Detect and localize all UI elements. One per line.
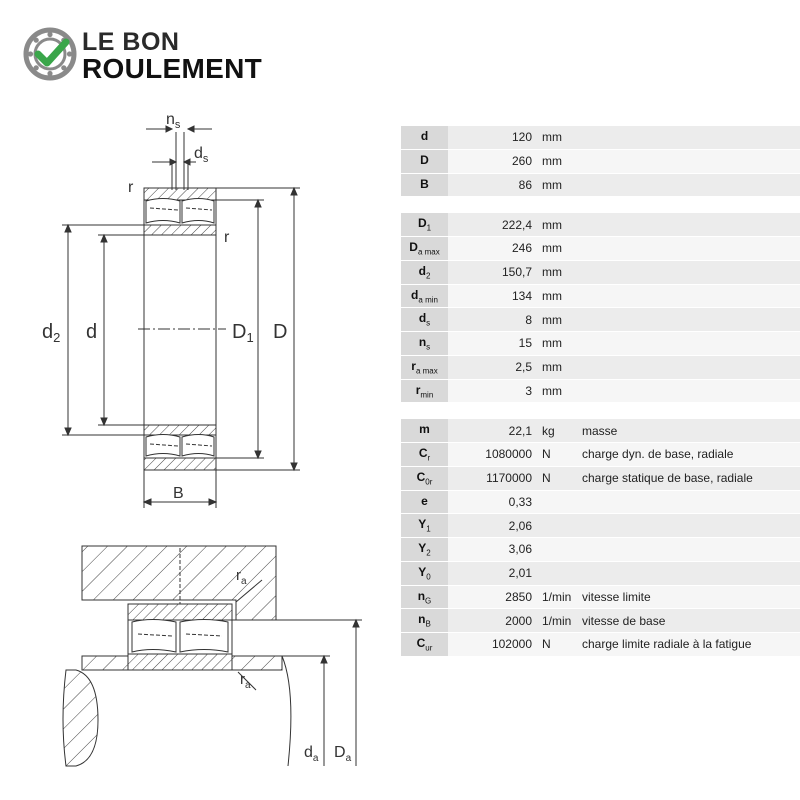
spec-value: 86 xyxy=(448,173,538,197)
label-D1: $D_1$ xyxy=(232,321,254,345)
spec-row xyxy=(401,466,800,490)
spec-symbol: d xyxy=(401,126,448,149)
spec-row xyxy=(401,237,800,261)
spec-unit: 1/min xyxy=(538,609,576,633)
spec-symbol: $Y_0$ xyxy=(401,561,448,585)
brand-logo xyxy=(22,26,302,86)
spec-desc xyxy=(576,260,800,284)
label-ra-top: $r_a$ xyxy=(236,567,247,587)
spec-value: 3,06 xyxy=(448,538,538,562)
spec-row xyxy=(401,126,800,149)
spec-gap xyxy=(401,197,800,214)
spec-desc xyxy=(576,284,800,308)
spec-value: 260 xyxy=(448,149,538,173)
label-Da: $D_a$ xyxy=(334,744,352,764)
spec-unit: mm xyxy=(538,237,576,261)
brand-name-line1: LE BON xyxy=(82,28,180,56)
spec-desc xyxy=(576,149,800,173)
spec-desc xyxy=(576,126,800,149)
spec-desc xyxy=(576,213,800,236)
spec-row xyxy=(401,443,800,467)
spec-value: 0,33 xyxy=(448,490,538,514)
spec-desc xyxy=(576,308,800,332)
spec-desc: charge limite radiale à la fatigue xyxy=(576,633,800,657)
spec-unit: N xyxy=(538,443,576,467)
spec-value: 150,7 xyxy=(448,260,538,284)
spec-row xyxy=(401,419,800,442)
spec-symbol: $d_2$ xyxy=(401,260,448,284)
spec-desc xyxy=(576,538,800,562)
brand-name-line2: ROULEMENT xyxy=(82,53,263,84)
spec-symbol: $r_{min}$ xyxy=(401,379,448,403)
spec-symbol: $n_B$ xyxy=(401,609,448,633)
spec-unit: kg xyxy=(538,419,576,442)
spec-row xyxy=(401,585,800,609)
spec-desc: charge dyn. de base, radiale xyxy=(576,443,800,467)
spec-desc: charge statique de base, radiale xyxy=(576,466,800,490)
spec-unit: N xyxy=(538,633,576,657)
spec-unit: mm xyxy=(538,213,576,236)
spec-desc xyxy=(576,332,800,356)
spec-row xyxy=(401,284,800,308)
spec-desc xyxy=(576,355,800,379)
spec-symbol: B xyxy=(401,173,448,197)
spec-symbol: $Y_1$ xyxy=(401,514,448,538)
spec-value: 2,06 xyxy=(448,514,538,538)
spec-desc xyxy=(576,514,800,538)
spec-row xyxy=(401,332,800,356)
label-d: d xyxy=(86,321,98,343)
spec-row xyxy=(401,538,800,562)
spec-unit: mm xyxy=(538,332,576,356)
label-da: $d_a$ xyxy=(304,744,319,764)
spec-value: 1170000 xyxy=(448,466,538,490)
spec-desc: vitesse de base xyxy=(576,609,800,633)
label-ns: $n_s$ xyxy=(166,111,181,131)
label-r-mid: r xyxy=(224,229,230,246)
spec-row xyxy=(401,149,800,173)
spec-value: 2850 xyxy=(448,585,538,609)
label-B: B xyxy=(173,485,184,502)
spec-symbol: m xyxy=(401,419,448,442)
bearing-technical-drawing xyxy=(0,96,400,800)
spec-unit: N xyxy=(538,466,576,490)
spec-symbol: e xyxy=(401,490,448,514)
spec-unit xyxy=(538,561,576,585)
bearing-check-icon xyxy=(22,26,78,82)
label-d2: $d_2$ xyxy=(42,321,61,345)
spec-unit: mm xyxy=(538,308,576,332)
spec-row xyxy=(401,633,800,657)
spec-unit xyxy=(538,490,576,514)
spec-value: 1080000 xyxy=(448,443,538,467)
spec-symbol: $d_s$ xyxy=(401,308,448,332)
bearing-section-top xyxy=(144,188,216,235)
spec-row xyxy=(401,173,800,197)
spec-row xyxy=(401,561,800,585)
spec-symbol: $d_{a min}$ xyxy=(401,284,448,308)
spec-value: 2,01 xyxy=(448,561,538,585)
spec-value: 2000 xyxy=(448,609,538,633)
spec-unit: mm xyxy=(538,173,576,197)
spec-unit xyxy=(538,538,576,562)
spec-value: 222,4 xyxy=(448,213,538,236)
spec-desc xyxy=(576,490,800,514)
spec-desc: vitesse limite xyxy=(576,585,800,609)
spec-value: 22,1 xyxy=(448,419,538,442)
spec-symbol: $D_{a max}$ xyxy=(401,237,448,261)
spec-desc: masse xyxy=(576,419,800,442)
spec-value: 246 xyxy=(448,237,538,261)
spec-value: 8 xyxy=(448,308,538,332)
spec-row xyxy=(401,355,800,379)
label-D: D xyxy=(273,321,288,343)
spec-symbol: $C_r$ xyxy=(401,443,448,467)
spec-unit: mm xyxy=(538,355,576,379)
spec-symbol: $C_{0r}$ xyxy=(401,466,448,490)
spec-row xyxy=(401,490,800,514)
spec-unit: mm xyxy=(538,379,576,403)
spec-value: 120 xyxy=(448,126,538,149)
spec-row xyxy=(401,213,800,236)
spec-row xyxy=(401,260,800,284)
spec-symbol: $r_{a max}$ xyxy=(401,355,448,379)
spec-unit: 1/min xyxy=(538,585,576,609)
spec-row xyxy=(401,609,800,633)
spec-symbol: $Y_2$ xyxy=(401,538,448,562)
spec-unit: mm xyxy=(538,260,576,284)
mounting-diagram xyxy=(63,546,362,766)
spec-desc xyxy=(576,561,800,585)
spec-value: 15 xyxy=(448,332,538,356)
spec-symbol: $D_1$ xyxy=(401,213,448,236)
spec-desc xyxy=(576,173,800,197)
spec-desc xyxy=(576,379,800,403)
label-ds: $d_s$ xyxy=(194,145,209,165)
spec-value: 134 xyxy=(448,284,538,308)
spec-gap xyxy=(401,403,800,420)
spec-row xyxy=(401,308,800,332)
spec-desc xyxy=(576,237,800,261)
spec-unit: mm xyxy=(538,284,576,308)
spec-unit: mm xyxy=(538,149,576,173)
label-ra-bottom: $r_a$ xyxy=(240,671,251,691)
spec-unit xyxy=(538,514,576,538)
spec-value: 102000 xyxy=(448,633,538,657)
spec-symbol: D xyxy=(401,149,448,173)
specs-table xyxy=(401,126,800,657)
spec-unit: mm xyxy=(538,126,576,149)
spec-row xyxy=(401,514,800,538)
bearing-section-bottom xyxy=(144,425,216,470)
spec-symbol: $n_G$ xyxy=(401,585,448,609)
spec-row xyxy=(401,379,800,403)
label-r-top: r xyxy=(128,179,134,196)
spec-value: 3 xyxy=(448,379,538,403)
spec-value: 2,5 xyxy=(448,355,538,379)
spec-symbol: $C_{ur}$ xyxy=(401,633,448,657)
spec-symbol: $n_s$ xyxy=(401,332,448,356)
